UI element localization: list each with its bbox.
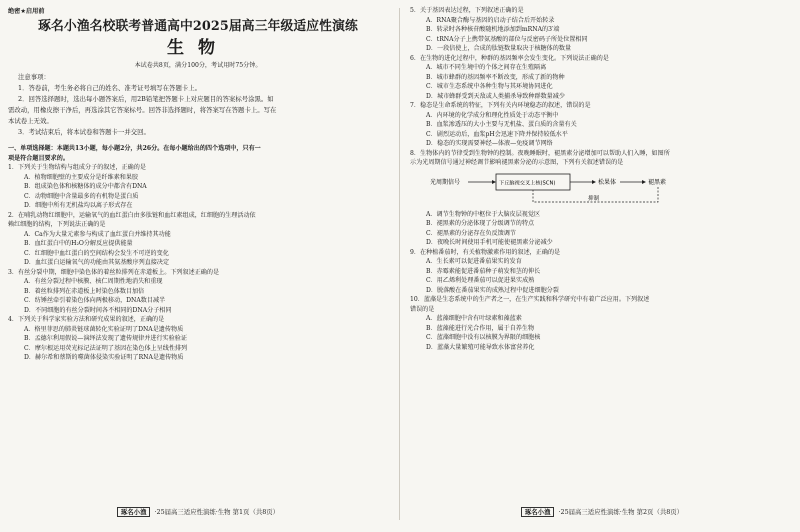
question-stem: 2．在哺乳动物红细胞中，运输氧气的血红蛋白由多肽链和血红素组成，红细胞的生理活动依 bbox=[8, 211, 256, 219]
question-option: B．城市蜂群的基因频率不断改变，形成了新的物种 bbox=[426, 73, 565, 81]
question-option: C．剧烈运动后，血浆pH会迅速下降并保持较低水平 bbox=[426, 130, 568, 138]
question-stem: 10．蓝藻是生态系统中的生产者之一，在生产实践和科学研究中有着广泛应用。下列叙述 bbox=[410, 296, 650, 303]
diagram-target2: 褪黑素 bbox=[648, 178, 667, 186]
question-option: C．纺锤丝牵引着染色体向两极移动，DNA数目减半 bbox=[24, 297, 166, 304]
notice-item: 2．回答选择题时，选出每小题答案后，用2B铅笔把答题卡上对应题目的答案标号涂黑。如 bbox=[18, 95, 274, 103]
notice-item: 1．答卷前，考生务必将自己的姓名、准考证号填写在答题卡上。 bbox=[18, 84, 202, 92]
footer-brand: 琢名小渔 bbox=[117, 507, 151, 517]
question-stem: 8．生物体内的节律受到生物钟的控制。夜晚睡眠时，褪黑素分泌增加可以帮助人们入睡，如图所 bbox=[410, 149, 670, 157]
question-option: A．内环境的化学成分和理化性质处于动态平衡中 bbox=[426, 111, 559, 119]
question-option: D．不同细胞的有丝分裂时间各不相同的DNA分子相同 bbox=[24, 306, 172, 314]
footer-left-text: ·25届高三适应性演练·生物 第1页（共8页） bbox=[154, 508, 280, 516]
question-option: C．动物细胞中含量最多的有机物是蛋白质 bbox=[24, 192, 139, 200]
footer-left bbox=[8, 506, 388, 518]
question-option: A．RNA聚合酶与基因的启动子结合后开始转录 bbox=[426, 16, 555, 24]
question-stem-cont: 错误的是 bbox=[410, 305, 435, 313]
flow-diagram bbox=[430, 170, 794, 208]
question-stem: 1．下列关于生物结构与组成分子的叙述，正确的是 bbox=[8, 164, 146, 171]
question-stem: 3．有丝分裂中期，细胞中染色体的着丝粒排列在赤道板上。下列叙述正确的是 bbox=[8, 268, 220, 276]
flow-diagram-svg bbox=[430, 170, 770, 208]
diagram-box-label: 下丘脑视交叉上核(SCN) bbox=[499, 180, 556, 186]
question-option: A．格里菲思的肺炎链球菌转化实验证明了DNA是遗传物质 bbox=[24, 325, 184, 333]
question-option: C．城市生态系统中各种生物与其环境协同进化 bbox=[426, 83, 553, 90]
left-column bbox=[8, 6, 388, 504]
notice-item: 3．考试结束后，将本试卷和答题卡一并交回。 bbox=[18, 128, 150, 136]
section-heading: 一、单项选择题：本题共13小题，每小题2分，共26分。在每小题给出的四个选项中，只有一 bbox=[8, 145, 261, 152]
question-option: D．赫尔希和蔡斯的噬菌体侵染实验证明了RNA是遗传物质 bbox=[24, 354, 184, 361]
question-option: B．着丝粒排列在赤道板上时染色体数目加倍 bbox=[24, 287, 145, 295]
question-option: B．血浆渗透压的大小主要与无机盐、蛋白质的含量有关 bbox=[426, 121, 577, 128]
question-stem-cont: 示为光周期信号通过神经调节影响褪黑素分泌的示意图，下列有关叙述错误的是 bbox=[410, 159, 624, 166]
exam-meta: 本试卷共8页，满分100分，考试用时75分钟。 bbox=[134, 62, 262, 69]
right-questions bbox=[410, 6, 794, 352]
question-stem: 5．关于基因表达过程，下列叙述正确的是 bbox=[410, 7, 524, 14]
question-option: A．蓝藻细胞中含有叶绿素和藻蓝素 bbox=[426, 315, 522, 322]
question-option: B．褪黑素的分泌体现了分级调节的特点 bbox=[426, 220, 535, 227]
question-option: B．蓝藻能进行光合作用，属于自养生物 bbox=[426, 324, 535, 332]
question-option: B．组成染色体和核糖体的成分中都含有DNA bbox=[24, 183, 147, 190]
question-option: B．赤霉素能促进番茄种子萌发和茎的伸长 bbox=[426, 267, 541, 275]
question-stem: 9．在种植番茄时，有关植物激素作用的叙述，正确的是 bbox=[410, 248, 561, 256]
arrow-head bbox=[642, 180, 646, 184]
question-option: D．脱落酸在番茄果实的成熟过程中促进细胞分裂 bbox=[426, 286, 559, 294]
question-option: C．蓝藻细胞中没有以核膜为界限的细胞核 bbox=[426, 334, 541, 341]
footer-right-text: ·25届高三适应性演练·生物 第2页（共8页） bbox=[558, 508, 684, 516]
left-questions bbox=[8, 163, 388, 363]
footer-brand: 琢名小渔 bbox=[521, 507, 555, 517]
arrow-head bbox=[492, 180, 496, 184]
arrow-head bbox=[592, 180, 596, 184]
question-option: C．摩尔根运用荧光标记法证明了基因在染色体上呈线性排列 bbox=[24, 344, 188, 352]
secret-label: 绝密★启用前 bbox=[8, 8, 45, 15]
question-option: D．稳态的实现需要神经—体液—免疫调节网络 bbox=[426, 140, 553, 147]
diagram-source: 光周期信号 bbox=[430, 178, 461, 186]
question-stem: 7．稳态是生命系统的特征，下列有关内环境稳态的叙述，错误的是 bbox=[410, 102, 591, 109]
question-option: D．蓝藻大量繁殖可能导致水体富营养化 bbox=[426, 343, 535, 351]
exam-title: 琢名小渔名校联考普通高中2025届高三年级适应性演练 bbox=[38, 19, 358, 34]
diagram-feedback: 抑制 bbox=[588, 195, 600, 202]
question-option: A．调节生物钟的中枢位于大脑皮层视觉区 bbox=[426, 210, 541, 218]
question-option: D．城市蜂群受到天敌或人类捕杀导致种群数量减少 bbox=[426, 92, 565, 100]
footer-right bbox=[410, 506, 794, 518]
subject-title: 生物 bbox=[167, 38, 229, 58]
diagram-target1: 松果体 bbox=[598, 178, 617, 186]
notice-item: 需改动，用橡皮擦干净后，再选涂其它答案标号。回答非选择题时，将答案写在答题卡上。写在 bbox=[8, 106, 277, 114]
question-stem: 4．下列关于科学家实验方法和研究成果的叙述，正确的是 bbox=[8, 316, 165, 323]
question-option: D．夜晚长时间使用手机可能使褪黑素分泌减少 bbox=[426, 239, 553, 246]
question-option: C．tRNA分子上携带氨基酸的部位与反密码子所处位置相同 bbox=[426, 35, 588, 43]
right-column bbox=[410, 6, 794, 504]
question-option: A．植物细胞壁的主要成分是纤维素和果胶 bbox=[24, 173, 139, 181]
notice-item: 本试卷上无效。 bbox=[8, 117, 53, 125]
question-stem-cont: 赖红细胞的结构，下列说法正确的是 bbox=[8, 221, 106, 228]
question-option: C．褪黑素的分泌存在负反馈调节 bbox=[426, 229, 516, 237]
question-option: A．Ca作为大量元素参与构成了血红蛋白并维持其功能 bbox=[24, 230, 171, 238]
question-stem: 6．在生物的进化过程中，种群的基因频率会发生变化。下列说法正确的是 bbox=[410, 54, 609, 62]
question-option: B．转录时各种核苷酸随机地添加到mRNA的3′端 bbox=[426, 26, 560, 33]
notice-heading: 注意事项： bbox=[18, 73, 50, 81]
question-option: A．生长素可以促进番茄果实的发育 bbox=[426, 258, 522, 265]
question-option: B．孟德尔利用假说—演绎法发现了遗传规律并进行实验验证 bbox=[24, 335, 187, 342]
question-option: D．一段信使上，合成的肽链数量取决于核糖体的数量 bbox=[426, 45, 572, 52]
question-option: D．血红蛋白运输氧气的功能由其氨基酸序列直接决定 bbox=[24, 259, 170, 266]
question-option: C．红细胞中血红蛋白的空间结构会发生不可逆的变化 bbox=[24, 249, 169, 257]
question-option: D．细胞中所有无机盐均以离子形式存在 bbox=[24, 202, 133, 209]
question-option: A．城市不同生境中的个体之间存在生殖隔离 bbox=[426, 64, 547, 71]
section-heading-cont: 项是符合题目要求的。 bbox=[8, 154, 69, 162]
column-divider bbox=[399, 8, 400, 520]
question-option: A．有丝分裂过程中核膜、核仁周期性地消失和重现 bbox=[24, 278, 163, 285]
question-option: C．用乙烯利处理番茄可以促进果实成熟 bbox=[426, 277, 535, 284]
question-option: B．血红蛋白中的H₂O分解反应提供能量 bbox=[24, 240, 133, 247]
